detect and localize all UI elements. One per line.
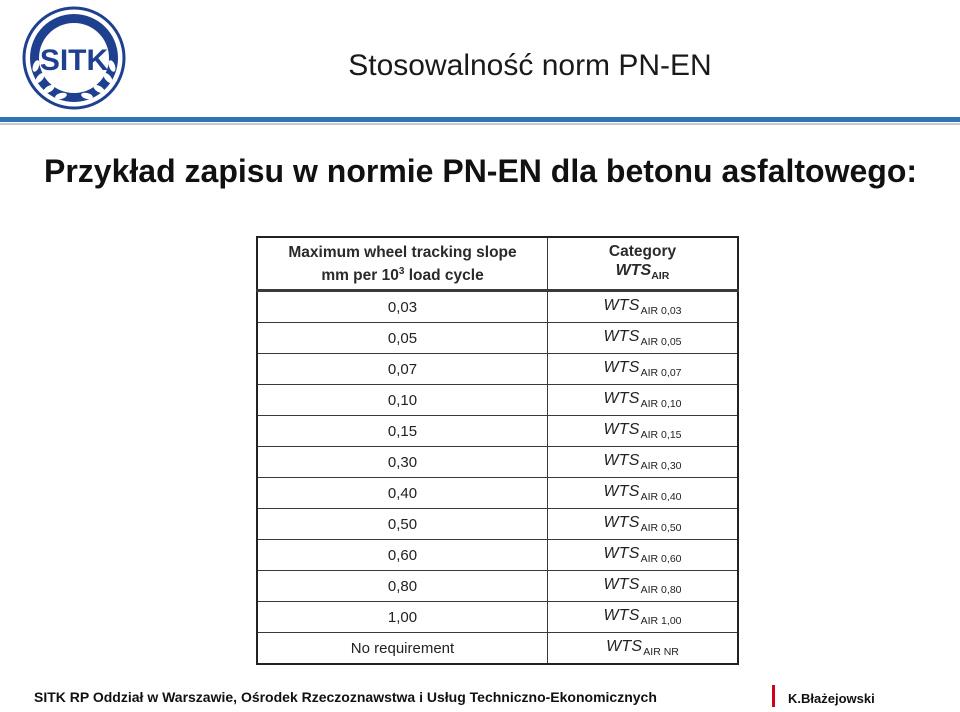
slope-value-cell: 0,60 [257, 540, 548, 571]
category-symbol: WTS [603, 514, 640, 531]
category-cell [548, 323, 739, 354]
header-divider-blue [0, 117, 960, 122]
table-row [257, 323, 738, 354]
category-symbol: WTS [603, 359, 640, 376]
slope-value-cell: 0,50 [257, 509, 548, 540]
category-cell [548, 478, 739, 509]
wheel-tracking-table [256, 236, 739, 665]
footer-author: K.Błażejowski [788, 691, 875, 706]
slope-value-cell: 0,80 [257, 571, 548, 602]
table-header-row [257, 237, 738, 291]
header-category [548, 237, 739, 291]
header-category-wts: WTS [615, 261, 652, 279]
category-subscript: AIR NR [643, 646, 679, 658]
category-symbol: WTS [603, 390, 640, 407]
category-cell [548, 602, 739, 633]
slope-value-cell: 1,00 [257, 602, 548, 633]
table-row [257, 540, 738, 571]
slope-value-cell: 0,30 [257, 447, 548, 478]
category-subscript: AIR 0,10 [640, 398, 682, 410]
category-subscript: AIR 0,60 [640, 553, 682, 565]
category-symbol: WTS [603, 607, 640, 624]
category-subscript: AIR 0,40 [640, 491, 682, 503]
table-row [257, 354, 738, 385]
footer-organization: SITK RP Oddział w Warszawie, Ośrodek Rzeczoznawstwa i Usług Techniczno-Ekonomicznych [34, 689, 657, 705]
svg-text:SITK: SITK [39, 44, 109, 77]
category-subscript: AIR 0,15 [640, 429, 682, 441]
table-body [257, 291, 738, 665]
category-symbol: WTS [603, 483, 640, 500]
category-subscript: AIR 0,50 [640, 522, 682, 534]
category-subscript: AIR 0,05 [640, 336, 682, 348]
category-symbol: WTS [603, 576, 640, 593]
header-category-line1: Category [608, 242, 677, 260]
slope-value-cell: 0,10 [257, 385, 548, 416]
category-symbol: WTS [603, 297, 640, 314]
table-row [257, 416, 738, 447]
category-cell [548, 509, 739, 540]
table-row [257, 385, 738, 416]
header-slope [257, 237, 548, 291]
category-cell [548, 385, 739, 416]
header-slope-suffix: load cycle [404, 266, 484, 284]
category-cell [548, 540, 739, 571]
category-cell [548, 291, 739, 323]
table-row [257, 291, 738, 323]
slide-subtitle: Przykład zapisu w normie PN-EN dla betonu asfaltowego: [44, 153, 918, 189]
footer-divider [772, 685, 775, 707]
slope-value-cell: 0,07 [257, 354, 548, 385]
table-row [257, 633, 738, 665]
category-subscript: AIR 0,03 [640, 305, 682, 317]
category-cell [548, 633, 739, 665]
table-row [257, 478, 738, 509]
slope-value-cell: 0,05 [257, 323, 548, 354]
slide-title: Stosowalność norm PN-EN [348, 49, 712, 82]
category-cell [548, 447, 739, 478]
table-row [257, 509, 738, 540]
category-symbol: WTS [603, 421, 640, 438]
table-row [257, 571, 738, 602]
header-category-symbol [548, 261, 737, 286]
category-subscript: AIR 1,00 [640, 615, 682, 627]
category-cell [548, 571, 739, 602]
wheel-tracking-table-wrapper [256, 236, 739, 663]
header-slope-exponent: 3 [398, 265, 405, 277]
category-symbol: WTS [603, 328, 640, 345]
slope-value-cell: 0,03 [257, 291, 548, 323]
category-subscript: AIR 0,07 [640, 367, 682, 379]
slope-value-cell: 0,40 [257, 478, 548, 509]
slope-value-cell: 0,15 [257, 416, 548, 447]
table-row [257, 447, 738, 478]
category-symbol: WTS [603, 545, 640, 562]
table-row [257, 602, 738, 633]
category-subscript: AIR 0,80 [640, 584, 682, 596]
header-category-sub: AIR [651, 269, 670, 282]
category-symbol: WTS [606, 638, 643, 655]
slope-value-cell: No requirement [257, 633, 548, 665]
header-slope-unit: mm per 10 [321, 266, 399, 284]
header-slope-line2 [258, 262, 547, 285]
category-subscript: AIR 0,30 [640, 460, 682, 472]
header-slope-line1: Maximum wheel tracking slope [288, 243, 517, 261]
sitk-logo [22, 6, 126, 110]
header-divider-grey [0, 123, 960, 125]
category-symbol: WTS [603, 452, 640, 469]
category-cell [548, 354, 739, 385]
category-cell [548, 416, 739, 447]
